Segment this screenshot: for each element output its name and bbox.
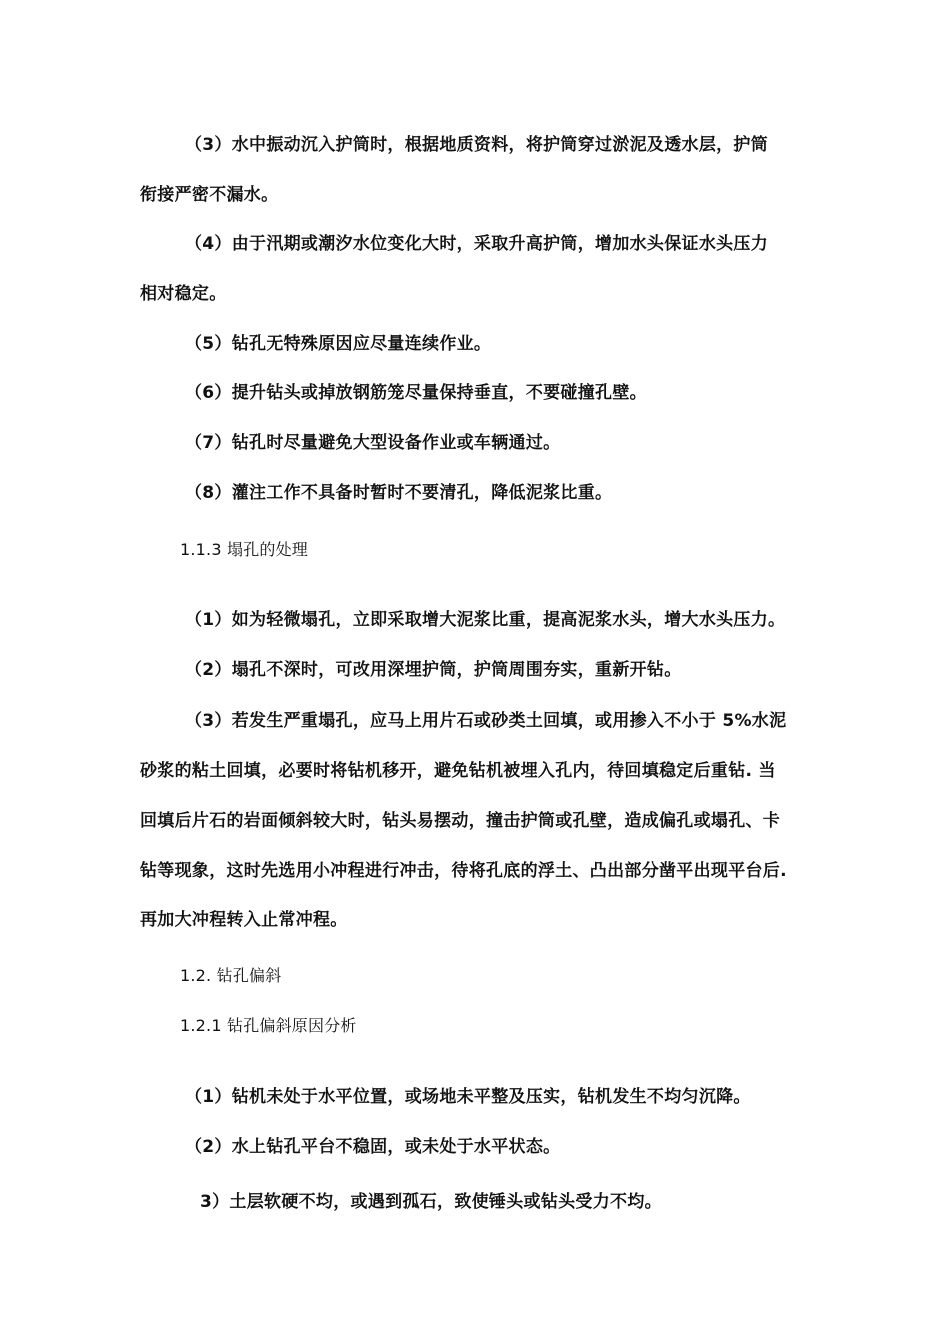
paragraph-line: 钻等现象，这时先选用小冲程进行冲击，待将孔底的浮土、凸出部分凿平出现平台后. xyxy=(140,861,787,881)
paragraph-line: （6）提升钻头或掉放钢筋笼尽量保持垂直，不要碰撞孔壁。 xyxy=(185,383,647,403)
paragraph-line: （5）钻孔无特殊原因应尽量连续作业。 xyxy=(185,334,492,354)
paragraph-line: （1）如为轻微塌孔，立即采取增大泥浆比重，提高泥浆水头，增大水头压力。 xyxy=(185,610,786,630)
paragraph-line: 衔接严密不漏水。 xyxy=(140,185,279,205)
paragraph-line: （2）水上钻孔平台不稳固，或未处于水平状态。 xyxy=(185,1137,561,1157)
paragraph-line: （7）钻孔时尽量避免大型设备作业或车辆通过。 xyxy=(185,433,561,453)
paragraph-line: 砂浆的粘土回填，必要时将钻机移开，避免钻机被埋入孔内，待回填稳定后重钻. 当 xyxy=(140,761,776,781)
paragraph-line: 相对稳定。 xyxy=(140,284,227,304)
paragraph-line: 3）土层软硬不均，或遇到孤石，致使锤头或钻头受力不均。 xyxy=(200,1192,662,1212)
paragraph-line: （3）水中振动沉入护筒时，根据地质资料，将护筒穿过淤泥及透水层，护筒 xyxy=(185,135,769,155)
paragraph-line: （4）由于汛期或潮汐水位变化大时，采取升高护筒，增加水头保证水头压力 xyxy=(185,234,769,254)
paragraph-line: 再加大冲程转入止常冲程。 xyxy=(140,910,348,930)
paragraph-line: （3）若发生严重塌孔，应马上用片石或砂类土回填，或用掺入不小于 5%水泥 xyxy=(185,711,787,731)
section-heading: 1.2. 钻孔偏斜 xyxy=(180,966,282,985)
paragraph-line: （8）灌注工作不具备时暂时不要清孔，降低泥浆比重。 xyxy=(185,483,613,503)
paragraph-line: 回填后片石的岩面倾斜较大时，钻头易摆动，撞击护筒或孔壁，造成偏孔或塌孔、卡 xyxy=(140,811,781,831)
subsection-heading: 1.2.1 钻孔偏斜原因分析 xyxy=(180,1016,357,1035)
paragraph-line: （2）塌孔不深时，可改用深埋护筒，护筒周围夯实，重新开钻。 xyxy=(185,660,682,680)
section-heading: 1.1.3 塌孔的处理 xyxy=(180,540,308,559)
paragraph-line: （1）钻机未处于水平位置，或场地未平整及压实，钻机发生不均匀沉降。 xyxy=(185,1087,751,1107)
